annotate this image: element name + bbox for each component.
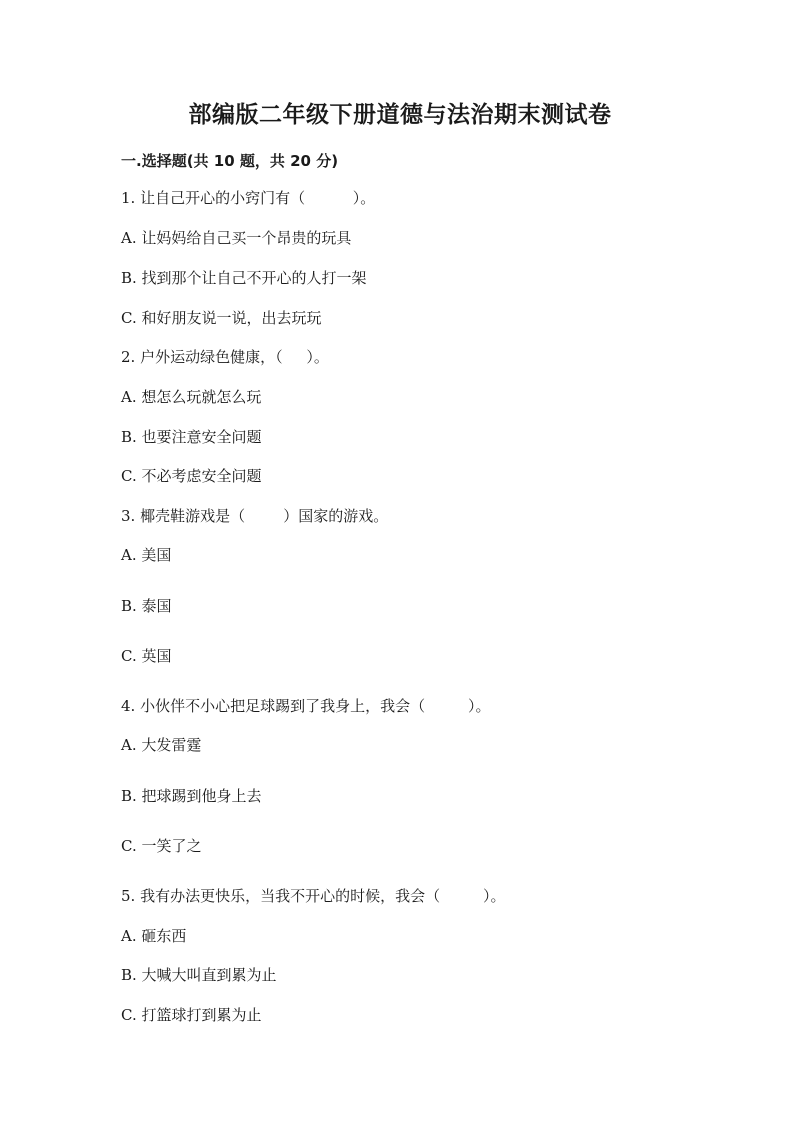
- question-1-stem: 1. 让自己开心的小窍门有（ ）。: [121, 189, 376, 207]
- question-3-option-c: C. 英国: [121, 647, 172, 665]
- question-4-option-b: B. 把球踢到他身上去: [121, 787, 262, 805]
- question-5-stem: 5. 我有办法更快乐，当我不开心的时候，我会（ ）。: [121, 887, 506, 905]
- section-heading: 一.选择题(共 10 题，共 20 分): [121, 152, 339, 170]
- question-4-option-a: A. 大发雷霆: [121, 736, 202, 754]
- question-3-option-a: A. 美国: [121, 546, 172, 564]
- question-2-stem: 2. 户外运动绿色健康，（ ）。: [121, 348, 329, 366]
- question-5-option-a: A. 砸东西: [121, 927, 187, 945]
- question-3-stem: 3. 椰壳鞋游戏是（ ）国家的游戏。: [121, 507, 389, 525]
- question-2-option-a: A. 想怎么玩就怎么玩: [121, 388, 262, 406]
- exam-title: 部编版二年级下册道德与法治期末测试卷: [188, 102, 612, 128]
- question-2-option-b: B. 也要注意安全问题: [121, 428, 262, 446]
- question-1-option-b: B. 找到那个让自己不开心的人打一架: [121, 269, 367, 287]
- question-3-option-b: B. 泰国: [121, 597, 172, 615]
- question-5-option-c: C. 打篮球打到累为止: [121, 1006, 262, 1024]
- question-1-option-a: A. 让妈妈给自己买一个昂贵的玩具: [121, 229, 352, 247]
- question-1-option-c: C. 和好朋友说一说，出去玩玩: [121, 309, 322, 327]
- question-4-option-c: C. 一笑了之: [121, 837, 202, 855]
- question-2-option-c: C. 不必考虑安全问题: [121, 467, 262, 485]
- question-4-stem: 4. 小伙伴不小心把足球踢到了我身上，我会（ ）。: [121, 697, 491, 715]
- question-5-option-b: B. 大喊大叫直到累为止: [121, 966, 277, 984]
